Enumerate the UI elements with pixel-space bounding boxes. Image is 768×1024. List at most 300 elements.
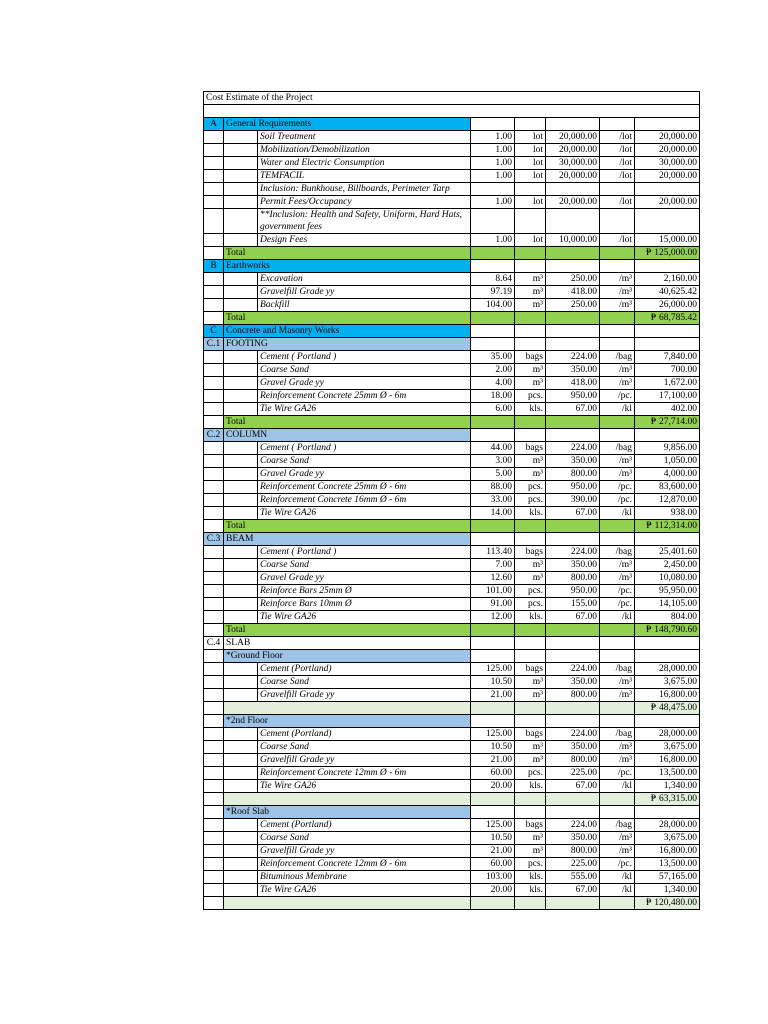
cell xyxy=(224,351,258,364)
cell xyxy=(224,364,258,377)
table-row xyxy=(204,131,700,144)
section-label: General Requirements xyxy=(224,118,471,131)
item-unit: m³ xyxy=(515,455,546,468)
cell xyxy=(635,533,700,546)
total-label: Total xyxy=(224,416,471,429)
item-per-unit: /kl xyxy=(600,611,635,624)
cell xyxy=(600,429,635,442)
total-amount-value: 48,475.00 xyxy=(659,703,697,713)
subsection-label: *Ground Floor xyxy=(224,650,471,663)
item-amount: 16,800.00 xyxy=(635,754,700,767)
item-unit-price: 950.00 xyxy=(546,585,600,598)
cell xyxy=(224,273,258,286)
item-unit: kls. xyxy=(515,403,546,416)
cell xyxy=(546,118,600,131)
cell xyxy=(515,793,546,806)
cell xyxy=(224,598,258,611)
item-quantity: 125.00 xyxy=(471,663,515,676)
item-unit: m³ xyxy=(515,676,546,689)
total-amount-value: 120,480.00 xyxy=(654,898,697,908)
item-unit: bags xyxy=(515,819,546,832)
item-amount: 28,000.00 xyxy=(635,663,700,676)
item-per-unit: /m³ xyxy=(600,377,635,390)
cell xyxy=(204,157,224,170)
cell xyxy=(546,520,600,533)
item-per-unit: /pc. xyxy=(600,767,635,780)
item-quantity: 125.00 xyxy=(471,728,515,741)
cell xyxy=(515,624,546,637)
cell xyxy=(224,884,258,897)
item-description: Reinforcement Concrete 25mm Ø - 6m xyxy=(258,390,471,403)
item-quantity: 10.50 xyxy=(471,741,515,754)
table-row xyxy=(204,559,700,572)
blank-row xyxy=(204,105,700,118)
peso-sign: ₱ xyxy=(645,625,652,635)
item-description: Cement ( Portland ) xyxy=(258,351,471,364)
item-description: Tie Wire GA26 xyxy=(258,611,471,624)
item-amount: 3,675.00 xyxy=(635,832,700,845)
table-row xyxy=(204,144,700,157)
cell xyxy=(471,338,515,351)
cell xyxy=(515,325,546,338)
item-unit: kls. xyxy=(515,507,546,520)
item-unit-price: 224.00 xyxy=(546,546,600,559)
item-unit-price: 800.00 xyxy=(546,468,600,481)
item-description: Gravelfill Grade yy xyxy=(258,689,471,702)
item-quantity: 60.00 xyxy=(471,858,515,871)
item-description: Coarse Sand xyxy=(258,676,471,689)
item-per-unit: /m³ xyxy=(600,741,635,754)
cell xyxy=(515,702,546,715)
section-header-row xyxy=(204,806,700,819)
cell xyxy=(600,338,635,351)
item-quantity: 8.64 xyxy=(471,273,515,286)
peso-sign: ₱ xyxy=(645,248,652,258)
item-unit: m³ xyxy=(515,845,546,858)
cell xyxy=(204,273,224,286)
cell xyxy=(471,715,515,728)
item-unit-price: 224.00 xyxy=(546,819,600,832)
cell xyxy=(224,442,258,455)
item-unit-price: 418.00 xyxy=(546,286,600,299)
item-description: Coarse Sand xyxy=(258,559,471,572)
item-per-unit: /m³ xyxy=(600,364,635,377)
cell xyxy=(224,559,258,572)
cell xyxy=(546,416,600,429)
cell xyxy=(204,624,224,637)
cell xyxy=(600,520,635,533)
item-per-unit: /m³ xyxy=(600,832,635,845)
section-label: FOOTING xyxy=(224,338,471,351)
cell xyxy=(204,819,224,832)
item-quantity: 88.00 xyxy=(471,481,515,494)
item-quantity: 1.00 xyxy=(471,234,515,247)
cell xyxy=(224,546,258,559)
cell xyxy=(635,118,700,131)
section-code: C.3 xyxy=(204,533,224,546)
cell xyxy=(224,494,258,507)
cell xyxy=(204,416,224,429)
cell xyxy=(635,429,700,442)
cell xyxy=(224,728,258,741)
cell xyxy=(600,416,635,429)
cell xyxy=(204,209,224,234)
cell xyxy=(635,715,700,728)
item-amount: 1,050.00 xyxy=(635,455,700,468)
section-code: C xyxy=(204,325,224,338)
cell xyxy=(600,793,635,806)
table-row xyxy=(204,728,700,741)
item-per-unit: /m³ xyxy=(600,286,635,299)
section-header-row xyxy=(204,338,700,351)
table-row xyxy=(204,377,700,390)
item-unit: m³ xyxy=(515,559,546,572)
section-code: C.2 xyxy=(204,429,224,442)
item-per-unit: /m³ xyxy=(600,845,635,858)
total-amount xyxy=(635,520,700,533)
cell xyxy=(224,455,258,468)
sheet-title: Cost Estimate of the Project xyxy=(204,92,700,105)
item-unit-price: 350.00 xyxy=(546,364,600,377)
cell xyxy=(224,572,258,585)
item-unit: pcs. xyxy=(515,585,546,598)
section-header-row xyxy=(204,650,700,663)
cell xyxy=(224,481,258,494)
cell xyxy=(471,312,515,325)
total-amount-value: 112,314.00 xyxy=(654,521,697,531)
item-unit-price: 225.00 xyxy=(546,767,600,780)
cell xyxy=(635,806,700,819)
item-amount: 15,000.00 xyxy=(635,234,700,247)
cell xyxy=(204,741,224,754)
total-row xyxy=(204,416,700,429)
item-per-unit: /m³ xyxy=(600,468,635,481)
cell xyxy=(224,871,258,884)
cell xyxy=(600,624,635,637)
item-per-unit: /pc. xyxy=(600,494,635,507)
total-amount-value: 63,315.00 xyxy=(659,794,697,804)
item-amount: 4,000.00 xyxy=(635,468,700,481)
item-quantity: 10.50 xyxy=(471,676,515,689)
item-amount: 20,000.00 xyxy=(635,144,700,157)
cell xyxy=(204,728,224,741)
cell xyxy=(224,209,258,234)
cell xyxy=(471,650,515,663)
item-amount: 7,840.00 xyxy=(635,351,700,364)
cell xyxy=(224,196,258,209)
item-amount: 28,000.00 xyxy=(635,728,700,741)
cell xyxy=(204,403,224,416)
item-per-unit xyxy=(600,183,635,196)
item-per-unit: /m³ xyxy=(600,559,635,572)
item-unit: bags xyxy=(515,546,546,559)
item-quantity: 6.00 xyxy=(471,403,515,416)
item-quantity: 12.60 xyxy=(471,572,515,585)
item-unit-price: 350.00 xyxy=(546,455,600,468)
total-amount xyxy=(635,416,700,429)
cell xyxy=(224,845,258,858)
item-unit: kls. xyxy=(515,884,546,897)
cell xyxy=(546,702,600,715)
item-per-unit: /lot xyxy=(600,196,635,209)
total-label xyxy=(224,793,471,806)
total-row xyxy=(204,897,700,910)
table-row xyxy=(204,364,700,377)
table-row xyxy=(204,780,700,793)
item-unit-price: 30,000.00 xyxy=(546,157,600,170)
item-unit-price: 250.00 xyxy=(546,299,600,312)
section-label: SLAB xyxy=(224,637,471,650)
cell xyxy=(204,754,224,767)
item-per-unit: /m³ xyxy=(600,273,635,286)
cell xyxy=(600,702,635,715)
cell xyxy=(515,429,546,442)
cell xyxy=(224,611,258,624)
item-unit: lot xyxy=(515,157,546,170)
item-amount: 30,000.00 xyxy=(635,157,700,170)
item-description: TEMFACIL xyxy=(258,170,471,183)
item-amount: 16,800.00 xyxy=(635,689,700,702)
item-unit: bags xyxy=(515,442,546,455)
cell xyxy=(600,247,635,260)
item-description: Mobilization/Demobilization xyxy=(258,144,471,157)
item-description: Inclusion: Bunkhouse, Billboards, Perimeter Tarp xyxy=(258,183,471,196)
cell xyxy=(224,131,258,144)
item-per-unit: /lot xyxy=(600,131,635,144)
section-code: C.1 xyxy=(204,338,224,351)
item-quantity: 35.00 xyxy=(471,351,515,364)
cell xyxy=(204,832,224,845)
cell xyxy=(204,390,224,403)
table-row xyxy=(204,858,700,871)
cell xyxy=(515,338,546,351)
table-row xyxy=(204,507,700,520)
item-amount: 938.00 xyxy=(635,507,700,520)
item-amount: 804.00 xyxy=(635,611,700,624)
table-row xyxy=(204,390,700,403)
cell xyxy=(204,196,224,209)
total-amount xyxy=(635,897,700,910)
table-row xyxy=(204,663,700,676)
cell xyxy=(546,715,600,728)
table-row xyxy=(204,741,700,754)
cell xyxy=(204,858,224,871)
item-unit: kls. xyxy=(515,611,546,624)
item-per-unit: /lot xyxy=(600,144,635,157)
cell xyxy=(204,183,224,196)
cell xyxy=(471,533,515,546)
item-quantity: 97.19 xyxy=(471,286,515,299)
item-unit: pcs. xyxy=(515,390,546,403)
cell xyxy=(471,118,515,131)
table-row xyxy=(204,286,700,299)
cell xyxy=(515,637,546,650)
item-amount xyxy=(635,183,700,196)
cell xyxy=(204,234,224,247)
item-quantity: 1.00 xyxy=(471,131,515,144)
item-unit: kls. xyxy=(515,780,546,793)
cell xyxy=(546,260,600,273)
item-per-unit: /m³ xyxy=(600,689,635,702)
cell xyxy=(204,715,224,728)
cell xyxy=(224,286,258,299)
item-amount: 2,160.00 xyxy=(635,273,700,286)
cell xyxy=(204,871,224,884)
item-per-unit: /pc. xyxy=(600,390,635,403)
item-unit-price: 225.00 xyxy=(546,858,600,871)
cell xyxy=(204,845,224,858)
item-description: Cement (Portland) xyxy=(258,819,471,832)
item-amount xyxy=(635,209,700,234)
item-quantity: 10.50 xyxy=(471,832,515,845)
item-unit-price: 67.00 xyxy=(546,403,600,416)
item-amount: 95,950.00 xyxy=(635,585,700,598)
cell xyxy=(204,286,224,299)
table-row xyxy=(204,598,700,611)
item-amount: 28,000.00 xyxy=(635,819,700,832)
cell xyxy=(204,312,224,325)
item-unit-price: 800.00 xyxy=(546,845,600,858)
subsection-label: *Roof Slab xyxy=(224,806,471,819)
item-unit: pcs. xyxy=(515,598,546,611)
item-description: Reinforcement Concrete 16mm Ø - 6m xyxy=(258,494,471,507)
total-amount xyxy=(635,247,700,260)
item-amount: 10,080.00 xyxy=(635,572,700,585)
cell xyxy=(600,897,635,910)
item-per-unit: /kl xyxy=(600,780,635,793)
cell xyxy=(204,131,224,144)
cell xyxy=(204,650,224,663)
table-row xyxy=(204,455,700,468)
cell xyxy=(224,144,258,157)
cell xyxy=(471,806,515,819)
item-amount: 402.00 xyxy=(635,403,700,416)
item-quantity xyxy=(471,209,515,234)
cell xyxy=(204,884,224,897)
item-unit xyxy=(515,209,546,234)
table-row xyxy=(204,494,700,507)
item-unit-price: 20,000.00 xyxy=(546,196,600,209)
section-header-row xyxy=(204,325,700,338)
table-row xyxy=(204,157,700,170)
item-unit xyxy=(515,183,546,196)
table-row xyxy=(204,572,700,585)
item-unit-price: 350.00 xyxy=(546,676,600,689)
table-row xyxy=(204,209,700,234)
table-row xyxy=(204,170,700,183)
cell xyxy=(546,338,600,351)
item-quantity: 14.00 xyxy=(471,507,515,520)
item-amount: 83,600.00 xyxy=(635,481,700,494)
total-row xyxy=(204,702,700,715)
item-amount: 57,165.00 xyxy=(635,871,700,884)
item-description: Reinforce Bars 10mm Ø xyxy=(258,598,471,611)
item-unit: lot xyxy=(515,170,546,183)
total-amount-value: 27,714.00 xyxy=(659,417,697,427)
cell xyxy=(635,260,700,273)
cell xyxy=(204,663,224,676)
item-quantity: 1.00 xyxy=(471,170,515,183)
item-per-unit: /lot xyxy=(600,157,635,170)
item-quantity: 20.00 xyxy=(471,884,515,897)
item-unit-price: 418.00 xyxy=(546,377,600,390)
item-per-unit: /m³ xyxy=(600,299,635,312)
item-unit-price: 350.00 xyxy=(546,559,600,572)
total-amount xyxy=(635,312,700,325)
item-unit: pcs. xyxy=(515,494,546,507)
cell xyxy=(515,533,546,546)
item-unit-price: 20,000.00 xyxy=(546,131,600,144)
item-per-unit: /m³ xyxy=(600,455,635,468)
cell xyxy=(515,118,546,131)
cell xyxy=(224,754,258,767)
cell xyxy=(224,468,258,481)
cell xyxy=(224,767,258,780)
item-quantity: 20.00 xyxy=(471,780,515,793)
item-unit: bags xyxy=(515,351,546,364)
cell xyxy=(471,637,515,650)
cell xyxy=(224,183,258,196)
cell xyxy=(515,312,546,325)
table-row xyxy=(204,676,700,689)
item-unit-price: 224.00 xyxy=(546,351,600,364)
item-unit: bags xyxy=(515,728,546,741)
item-description: Reinforcement Concrete 12mm Ø - 6m xyxy=(258,767,471,780)
table-row xyxy=(204,481,700,494)
table-row xyxy=(204,299,700,312)
cell xyxy=(600,650,635,663)
item-unit-price xyxy=(546,209,600,234)
cell xyxy=(515,520,546,533)
item-quantity: 60.00 xyxy=(471,767,515,780)
cell xyxy=(471,325,515,338)
item-per-unit: /kl xyxy=(600,507,635,520)
cell xyxy=(204,611,224,624)
item-per-unit: /lot xyxy=(600,234,635,247)
table-row xyxy=(204,183,700,196)
total-label: Total xyxy=(224,312,471,325)
item-amount: 16,800.00 xyxy=(635,845,700,858)
total-amount xyxy=(635,702,700,715)
cell xyxy=(224,741,258,754)
item-unit: pcs. xyxy=(515,858,546,871)
item-per-unit: /pc. xyxy=(600,585,635,598)
item-per-unit: /pc. xyxy=(600,858,635,871)
item-description: Gravelfill Grade yy xyxy=(258,286,471,299)
total-amount xyxy=(635,624,700,637)
cell xyxy=(204,481,224,494)
cell xyxy=(471,624,515,637)
item-amount: 14,105.00 xyxy=(635,598,700,611)
item-unit: kls. xyxy=(515,871,546,884)
table-row xyxy=(204,468,700,481)
cell xyxy=(204,442,224,455)
cell xyxy=(224,157,258,170)
cell xyxy=(600,715,635,728)
item-quantity: 4.00 xyxy=(471,377,515,390)
item-unit: m³ xyxy=(515,299,546,312)
total-label: Total xyxy=(224,624,471,637)
item-unit-price: 950.00 xyxy=(546,481,600,494)
subsection-label: *2nd Floor xyxy=(224,715,471,728)
item-unit: lot xyxy=(515,144,546,157)
total-row xyxy=(204,247,700,260)
item-quantity: 101.00 xyxy=(471,585,515,598)
item-unit: lot xyxy=(515,196,546,209)
item-quantity: 1.00 xyxy=(471,196,515,209)
peso-sign: ₱ xyxy=(646,521,652,531)
cell xyxy=(546,650,600,663)
